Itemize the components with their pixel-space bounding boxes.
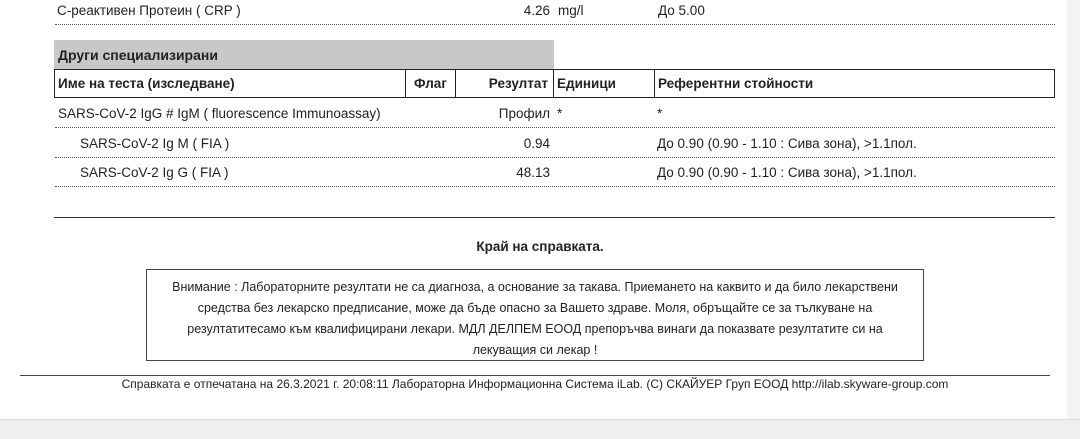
- row-divider: [55, 157, 1055, 158]
- row-test-name: SARS-CoV-2 Ig M ( FIA ): [80, 136, 230, 151]
- row-test-name: SARS-CoV-2 Ig G ( FIA ): [80, 165, 229, 180]
- crp-reference: До 5.00: [658, 3, 705, 18]
- row-reference: До 0.90 (0.90 - 1.10 : Сива зона), >1.1пол.: [657, 136, 917, 151]
- row-units: *: [557, 106, 563, 121]
- row-divider: [55, 127, 1055, 128]
- header-result: Резултат: [456, 70, 554, 97]
- warning-notice-text: Внимание : Лабораторните резултати не са диагноза, а основание за такава. Приемането на каквито и да било лекарствени средства без лекарско предписание, може да бъде опасно за Вашето здраве. Моля, обръщайте се за тълкуване на резултатитесамо към квалифицирани лекари. МДЛ ДЕЛПЕМ ЕООД препоръчва винаги да показвате резултатите си на лекуващия си лекар !: [172, 280, 898, 357]
- row-reference: *: [657, 106, 663, 121]
- row-reference: До 0.90 (0.90 - 1.10 : Сива зона), >1.1пол.: [657, 165, 917, 180]
- page-bottom-edge: [0, 419, 1080, 439]
- row-divider: [55, 24, 1055, 25]
- crp-result-value: 4.26: [523, 3, 550, 18]
- header-flag: Флаг: [406, 70, 456, 97]
- header-reference: Референтни стойности: [658, 76, 814, 91]
- warning-notice-box: [146, 269, 924, 361]
- row-result: Профил: [498, 106, 550, 121]
- header-test-name: Име на теста (изследване): [55, 70, 406, 97]
- section-separator: [54, 217, 1055, 218]
- row-test-name: SARS-CoV-2 IgG # IgM ( fluorescence Immunoassay): [58, 106, 381, 121]
- end-of-report-text: Край на справката.: [476, 239, 604, 254]
- row-result: 0.94: [523, 136, 550, 151]
- print-footer-text: Справката е отпечатана на 26.3.2021 г. 20:08:11 Лабораторна Информационна Система iLab. (C) СКАЙУЕР Груп ЕООД http://ilab.skyware-group.com: [121, 377, 949, 391]
- footer-divider: [20, 375, 1050, 376]
- section-title: Други специализирани: [58, 47, 218, 63]
- table-header: [54, 69, 1055, 98]
- crp-units: mg/l: [558, 3, 584, 18]
- header-units: Единици: [554, 70, 655, 97]
- row-divider: [55, 186, 1055, 187]
- row-result: 48.13: [516, 165, 550, 180]
- crp-test-name: С-реактивен Протеин ( CRP ): [57, 3, 241, 18]
- page-right-edge: [1067, 0, 1080, 419]
